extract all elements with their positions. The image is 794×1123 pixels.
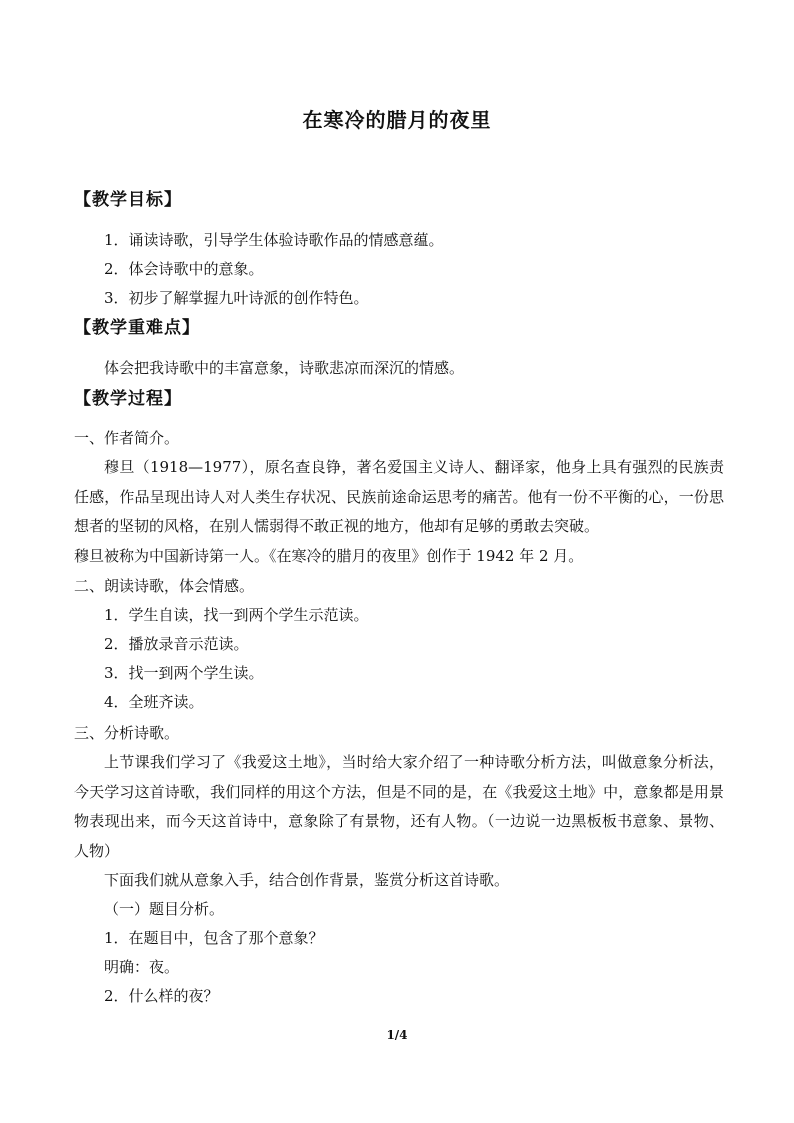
part1-title: 一、作者简介。	[74, 429, 180, 447]
part3-paragraph-1: 上节课我们学习了《我爱这土地》，当时给大家介绍了一种诗歌分析方法，叫做意象分析法，今天学习这首诗歌，我们同样的用这个方法，但是不同的是，在《我爱这土地》中，意象都是用景物表现出来，而今天这首诗中，意象除了有景物，还有人物。（一边说一边黑板板书意象、景物、人物）	[74, 753, 724, 860]
process-part1	[74, 424, 724, 571]
process-part3	[74, 719, 724, 1011]
section-goals	[74, 186, 724, 214]
goals-list	[74, 226, 724, 313]
keypoints-text: 体会把我诗歌中的丰富意象，诗歌悲凉而深沉的情感。	[104, 359, 465, 377]
part3-answer-1: 明确：夜。	[104, 958, 180, 976]
section-keypoints	[74, 314, 724, 342]
goals-heading: 【教学目标】	[74, 190, 182, 210]
section-process	[74, 385, 724, 413]
goal-item: 1．诵读诗歌，引导学生体验诗歌作品的情感意蕴。	[104, 231, 444, 249]
process-heading: 【教学过程】	[74, 389, 182, 409]
part2-item: 4．全班齐读。	[104, 693, 204, 711]
part1-paragraph: 穆旦（1918—1977），原名查良铮，著名爱国主义诗人、翻译家，他身上具有强烈的民族责任感，作品呈现出诗人对人类生存状况、民族前途命运思考的痛苦。他有一份不平衡的心，一份思想者的坚韧的风格，在别人懦弱得不敢正视的地方，他却有足够的勇敢去突破。	[74, 458, 724, 535]
part2-item: 1．学生自读，找一到两个学生示范读。	[104, 606, 369, 624]
page-number: 1/4	[386, 1028, 408, 1042]
part3-question-2: 2．什么样的夜？	[104, 987, 219, 1005]
document-title: 在寒冷的腊月的夜里	[302, 108, 492, 132]
part2-title: 二、朗读诗歌，体会情感。	[74, 577, 255, 595]
keypoints-heading: 【教学重难点】	[74, 318, 200, 338]
part3-question-1: 1．在题目中，包含了那个意象？	[104, 929, 324, 947]
part2-item: 3．找一到两个学生读。	[104, 664, 264, 682]
part3-paragraph-2: 下面我们就从意象入手，结合创作背景，鉴赏分析这首诗歌。	[104, 871, 510, 889]
part1-last-line: 穆旦被称为中国新诗第一人。《在寒冷的腊月的夜里》创作于 1942 年 2 月。	[74, 546, 584, 565]
goal-item: 3．初步了解掌握九叶诗派的创作特色。	[104, 289, 369, 307]
part2-item: 2．播放录音示范读。	[104, 635, 249, 653]
keypoints-body	[74, 354, 724, 383]
part3-title: 三、分析诗歌。	[74, 724, 180, 742]
process-part2	[74, 572, 724, 717]
goal-item: 2．体会诗歌中的意象。	[104, 260, 264, 278]
part3-subtitle: （一）题目分析。	[104, 900, 225, 918]
